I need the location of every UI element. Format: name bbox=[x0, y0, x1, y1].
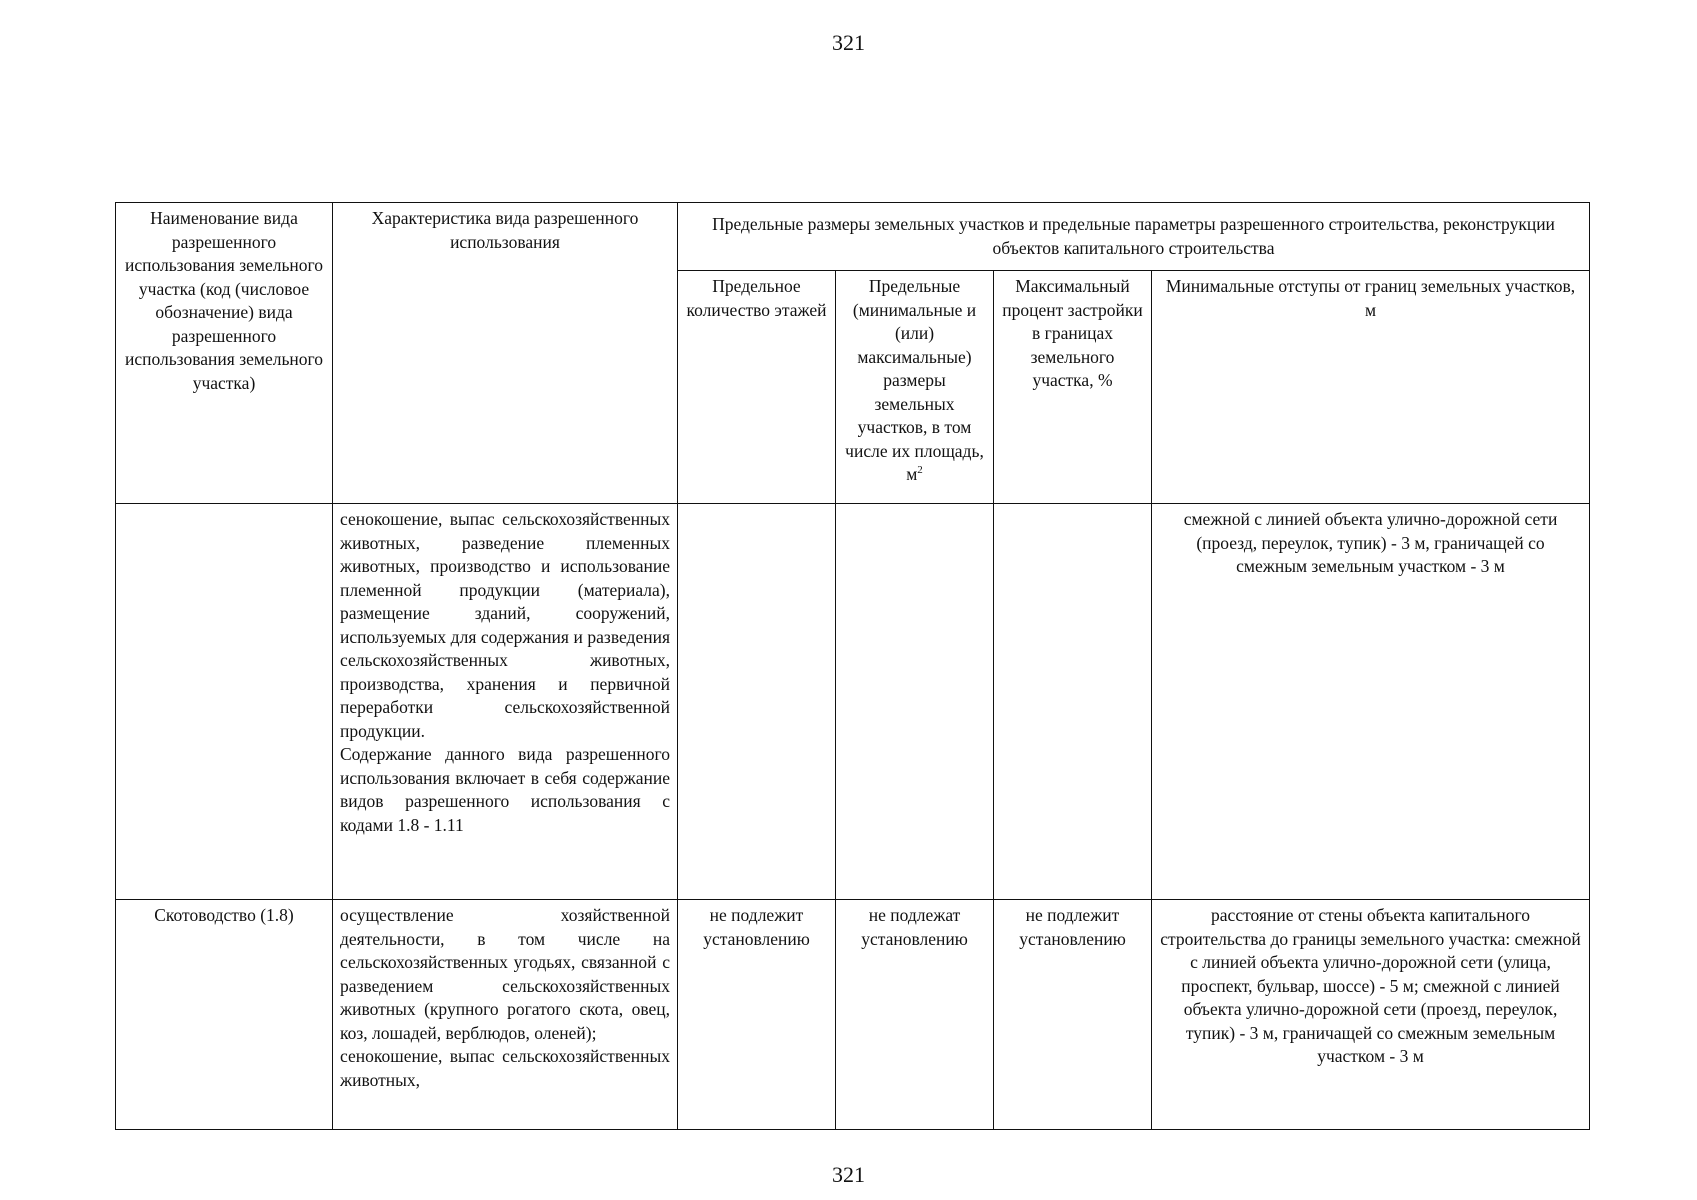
header-group-limits: Предельные размеры земельных участков и предельные параметры разрешенного строительства, реконструкции объектов капитального строительства bbox=[678, 203, 1590, 271]
header-row-1 bbox=[116, 203, 1590, 271]
table-row bbox=[116, 900, 1590, 1130]
header-sizes-text: Предельные (минимальные и (или) максимальные) размеры земельных участков, в том числе их площадь, м bbox=[845, 276, 984, 484]
header-setbacks: Минимальные отступы от границ земельных участков, м bbox=[1152, 271, 1590, 504]
cell-characteristic bbox=[333, 900, 678, 1130]
cell-characteristic bbox=[333, 504, 678, 900]
table-row bbox=[116, 504, 1590, 900]
page-number-top: 321 bbox=[832, 30, 865, 55]
characteristic-note: сенокошение, выпас сельскохозяйственных животных, bbox=[340, 1046, 670, 1090]
cell-percent: не подлежит установлению bbox=[994, 900, 1152, 1130]
cell-floors bbox=[678, 504, 836, 900]
page-number-bottom: 321 bbox=[832, 1162, 865, 1187]
header-characteristic: Характеристика вида разрешенного использования bbox=[333, 203, 678, 504]
cell-setbacks: смежной с линией объекта улично-дорожной сети (проезд, переулок, тупик) - 3 м, граничащей со смежным земельным участком - 3 м bbox=[1152, 504, 1590, 900]
characteristic-text: сенокошение, выпас сельскохозяйственных животных, разведение племенных животных, производство и использование племенной продукции (материала), размещение зданий, сооружений, используемых для содержания и разведения сельскохозяйственных животных, производства, хранения и первичной переработки сельскохозяйственной продукции. bbox=[340, 509, 670, 741]
header-sizes-sup: 2 bbox=[917, 464, 923, 477]
header-floors: Предельное количество этажей bbox=[678, 271, 836, 504]
cell-name: Скотоводство (1.8) bbox=[116, 900, 333, 1130]
header-percent: Максимальный процент застройки в границах земельного участка, % bbox=[994, 271, 1152, 504]
cell-percent bbox=[994, 504, 1152, 900]
regulations-table bbox=[115, 202, 1590, 1130]
characteristic-note: Содержание данного вида разрешенного использования включает в себя содержание видов разрешенного использования с кодами 1.8 - 1.11 bbox=[340, 744, 670, 835]
cell-setbacks: расстояние от стены объекта капитального строительства до границы земельного участка: смежной с линией объекта улично-дорожной сети (улица, проспект, бульвар, шоссе) - 5 м; смежной с линией объекта улично-дорожной сети (проезд, переулок, тупик) - 3 м, граничащей со смежным земельным участком - 3 м bbox=[1152, 900, 1590, 1130]
cell-name bbox=[116, 504, 333, 900]
cell-floors: не подлежит установлению bbox=[678, 900, 836, 1130]
characteristic-text: осуществление хозяйственной деятельности, в том числе на сельскохозяйственных угодьях, связанной с разведением сельскохозяйственных животных (крупного рогатого скота, овец, коз, лошадей, верблюдов, оленей); bbox=[340, 905, 670, 1043]
header-sizes bbox=[836, 271, 994, 504]
cell-sizes bbox=[836, 504, 994, 900]
header-name: Наименование вида разрешенного использования земельного участка (код (числовое обозначение) вида разрешенного использования земельного участка) bbox=[116, 203, 333, 504]
cell-sizes: не подлежат установлению bbox=[836, 900, 994, 1130]
